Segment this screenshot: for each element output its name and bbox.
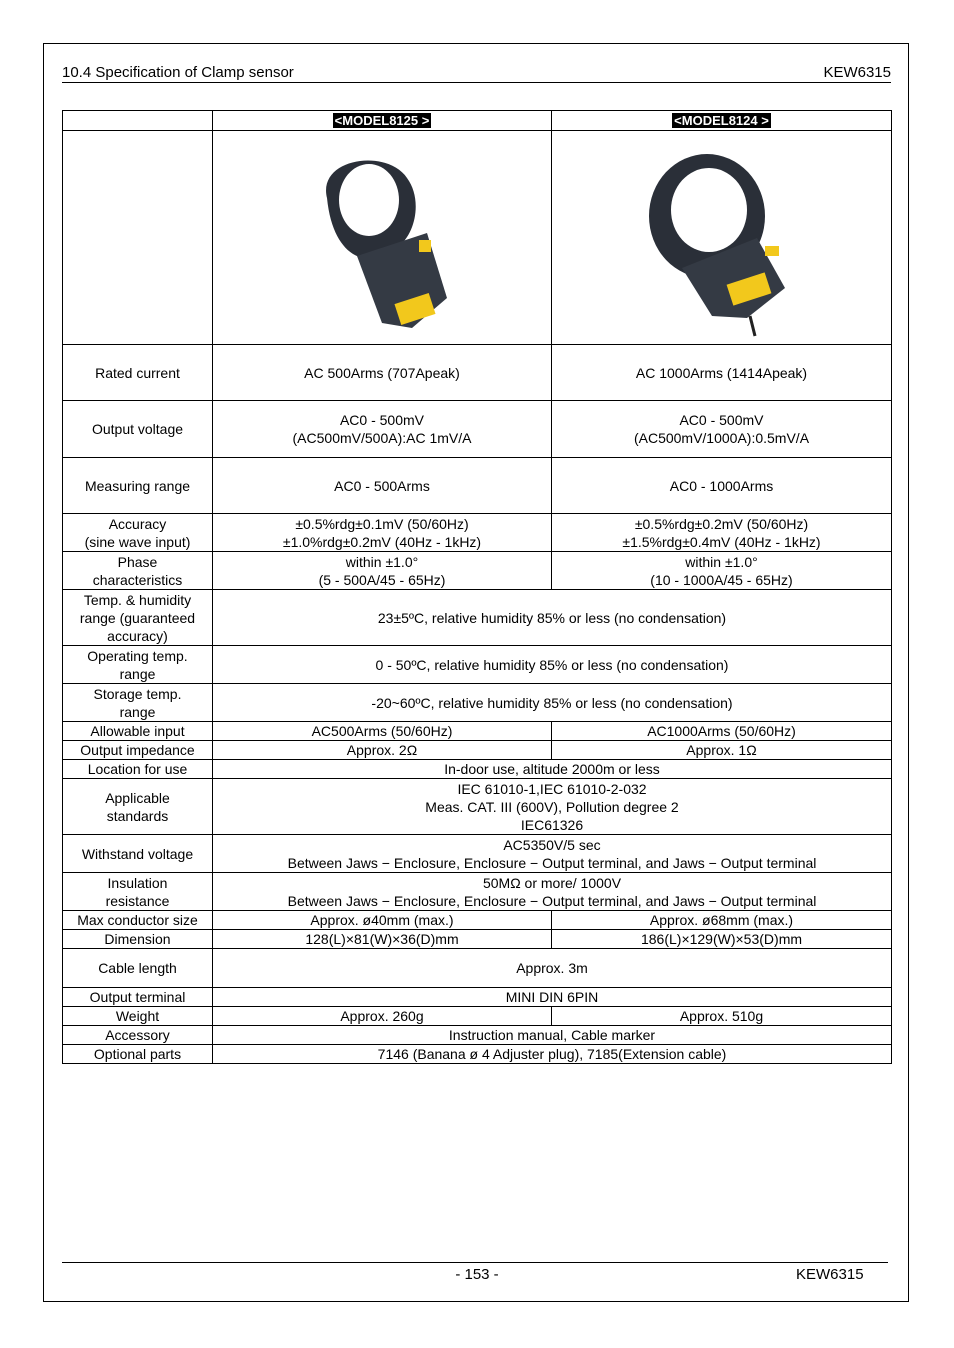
spec-row <box>63 684 892 722</box>
spec-value-shared: Instruction manual, Cable marker <box>213 1026 892 1045</box>
spec-value: ±0.5%rdg±0.1mV (50/60Hz) ±1.0%rdg±0.2mV (40Hz - 1kHz) <box>213 514 552 552</box>
spec-value-shared: Approx. 3m <box>213 949 892 988</box>
spec-value-shared: 50MΩ or more/ 1000V Between Jaws − Enclosure, Enclosure − Output terminal, and Jaws − Output terminal <box>213 873 892 911</box>
spec-value-shared: 0 - 50ºC, relative humidity 85% or less (no condensation) <box>213 646 892 684</box>
model-header-cell <box>552 111 892 131</box>
model-name: <MODEL8124 > <box>674 113 769 128</box>
spec-label: Accuracy (sine wave input) <box>63 514 213 552</box>
clamp-sensor-8125-photo <box>297 138 467 338</box>
spec-label: Applicable standards <box>63 779 213 835</box>
header-model: KEW6315 <box>823 64 891 81</box>
spec-value-shared: -20~60ºC, relative humidity 85% or less (no condensation) <box>213 684 892 722</box>
spec-label: Withstand voltage <box>63 835 213 873</box>
spec-row <box>63 911 892 930</box>
spec-value: AC0 - 1000Arms <box>552 458 892 514</box>
spec-value: within ±1.0° (5 - 500A/45 - 65Hz) <box>213 552 552 590</box>
spec-value: AC0 - 500Arms <box>213 458 552 514</box>
spec-row <box>63 741 892 760</box>
spec-value-shared: In-door use, altitude 2000m or less <box>213 760 892 779</box>
spec-label: Allowable input <box>63 722 213 741</box>
header-empty-cell <box>63 111 213 131</box>
photo-empty-cell <box>63 131 213 345</box>
spec-row <box>63 722 892 741</box>
spec-value: AC0 - 500mV (AC500mV/500A):AC 1mV/A <box>213 401 552 458</box>
spec-row <box>63 873 892 911</box>
spec-label: Insulation resistance <box>63 873 213 911</box>
spec-value-shared: IEC 61010-1,IEC 61010-2-032 Meas. CAT. III (600V), Pollution degree 2 IEC61326 <box>213 779 892 835</box>
spec-label: Output voltage <box>63 401 213 458</box>
spec-row <box>63 930 892 949</box>
spec-row <box>63 401 892 458</box>
spec-value: within ±1.0° (10 - 1000A/45 - 65Hz) <box>552 552 892 590</box>
spec-value: AC0 - 500mV (AC500mV/1000A):0.5mV/A <box>552 401 892 458</box>
spec-value: AC 500Arms (707Apeak) <box>213 345 552 401</box>
photo-row <box>63 131 892 345</box>
spec-label: Operating temp. range <box>63 646 213 684</box>
spec-table <box>62 110 892 1064</box>
model-header-cell <box>213 111 552 131</box>
spec-row <box>63 458 892 514</box>
spec-value: Approx. 2Ω <box>213 741 552 760</box>
model-name: <MODEL8125 > <box>334 113 430 128</box>
spec-value-shared: 23±5ºC, relative humidity 85% or less (no condensation) <box>213 590 892 646</box>
spec-row <box>63 949 892 988</box>
spec-label: Temp. & humidity range (guaranteed accuracy) <box>63 590 213 646</box>
spec-value-shared: MINI DIN 6PIN <box>213 988 892 1007</box>
spec-row <box>63 514 892 552</box>
spec-value-shared: 7146 (Banana ø 4 Adjuster plug), 7185(Extension cable) <box>213 1045 892 1064</box>
spec-value: 128(L)×81(W)×36(D)mm <box>213 930 552 949</box>
model-header-row <box>63 111 892 131</box>
spec-row <box>63 646 892 684</box>
photo-cell <box>213 131 552 345</box>
spec-label: Accessory <box>63 1026 213 1045</box>
spec-value: 186(L)×129(W)×53(D)mm <box>552 930 892 949</box>
spec-label: Optional parts <box>63 1045 213 1064</box>
spec-value: ±0.5%rdg±0.2mV (50/60Hz) ±1.5%rdg±0.4mV (40Hz - 1kHz) <box>552 514 892 552</box>
spec-label: Cable length <box>63 949 213 988</box>
page-header <box>62 62 891 83</box>
spec-label: Output terminal <box>63 988 213 1007</box>
spec-label: Storage temp. range <box>63 684 213 722</box>
spec-row <box>63 552 892 590</box>
spec-label: Rated current <box>63 345 213 401</box>
spec-label: Location for use <box>63 760 213 779</box>
spec-row <box>63 988 892 1007</box>
spec-row <box>63 1026 892 1045</box>
spec-value: Approx. 260g <box>213 1007 552 1026</box>
spec-row <box>63 835 892 873</box>
spec-value-shared: AC5350V/5 sec Between Jaws − Enclosure, Enclosure − Output terminal, and Jaws − Output terminal <box>213 835 892 873</box>
spec-label: Output impedance <box>63 741 213 760</box>
spec-value: AC 1000Arms (1414Apeak) <box>552 345 892 401</box>
spec-label: Dimension <box>63 930 213 949</box>
page-number: - 153 - <box>455 1266 499 1283</box>
spec-row <box>63 1045 892 1064</box>
section-title: 10.4 Specification of Clamp sensor <box>62 64 294 81</box>
photo-cell <box>552 131 892 345</box>
spec-value: AC1000Arms (50/60Hz) <box>552 722 892 741</box>
spec-label: Weight <box>63 1007 213 1026</box>
footer-model: KEW6315 <box>796 1266 864 1283</box>
spec-value: Approx. ø40mm (max.) <box>213 911 552 930</box>
spec-row <box>63 590 892 646</box>
spec-row <box>63 1007 892 1026</box>
spec-value: AC500Arms (50/60Hz) <box>213 722 552 741</box>
footer-rule <box>62 1262 888 1263</box>
spec-value: Approx. 510g <box>552 1007 892 1026</box>
spec-value: Approx. 1Ω <box>552 741 892 760</box>
spec-label: Phase characteristics <box>63 552 213 590</box>
spec-row <box>63 779 892 835</box>
spec-label: Max conductor size <box>63 911 213 930</box>
spec-value: Approx. ø68mm (max.) <box>552 911 892 930</box>
spec-row <box>63 345 892 401</box>
spec-row <box>63 760 892 779</box>
spec-label: Measuring range <box>63 458 213 514</box>
clamp-sensor-8124-photo <box>637 138 807 338</box>
